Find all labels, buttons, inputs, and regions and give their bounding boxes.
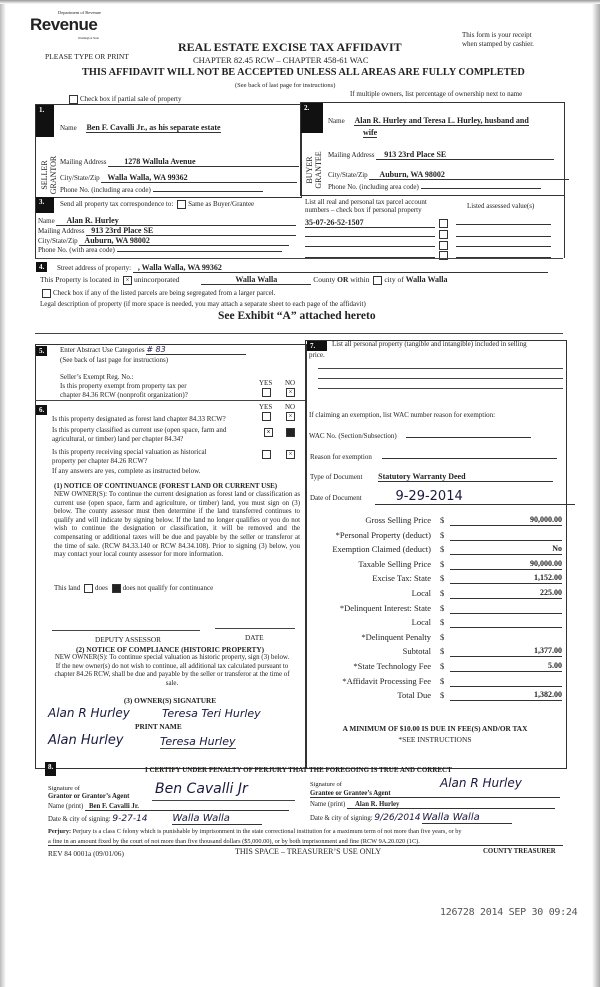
corr-city-row: City/State/Zip Auburn, WA 98002 bbox=[38, 236, 289, 246]
grantor-name[interactable]: Ben F. Cavalli Jr. bbox=[85, 803, 289, 811]
grantor-city[interactable]: Walla Walla bbox=[172, 813, 262, 825]
perjury-text-2: a fine in an amount fixed by the court of not more than five thousand dollars ($5,000.00), or by both imprisonment and fine (RCW 9A.20.020 (1C). bbox=[48, 838, 563, 846]
perjury-text: Perjury: Perjury is a class C felony which is punishable by imprisonment in the state correctional institution for a maximum term of not more than five years, or by bbox=[48, 828, 462, 835]
amount-value[interactable] bbox=[450, 676, 562, 687]
historic-yes-checkbox[interactable] bbox=[260, 450, 273, 459]
assessed-label: Listed assessed value(s) bbox=[467, 202, 535, 210]
buyer-phone-row: Phone No. (including area code) bbox=[328, 183, 541, 191]
dollar-sign: $ bbox=[440, 529, 445, 540]
notice-compliance-title: (2) NOTICE OF COMPLIANCE (HISTORIC PROPERTY) bbox=[75, 645, 265, 654]
dollar-sign: $ bbox=[440, 573, 445, 584]
amount-label: Exemption Claimed (deduct) bbox=[332, 544, 431, 555]
grantee-date[interactable]: 9/26/2014 bbox=[374, 813, 421, 823]
parcel-number[interactable] bbox=[305, 248, 435, 258]
section-number-1: 1. bbox=[36, 105, 54, 137]
exempt-question: Is this property exempt from property tax per bbox=[60, 382, 187, 390]
wac-row: WAC No. (Section/Subsection) bbox=[309, 432, 531, 440]
parcel-number[interactable] bbox=[305, 227, 435, 237]
street-row: Street address of property: , Walla Walla, WA 99362 bbox=[57, 263, 548, 273]
parcels-label: List all real and personal tax parcel account bbox=[305, 198, 427, 206]
amount-label: *State Technology Fee bbox=[353, 661, 431, 671]
exempt-no-checkbox[interactable] bbox=[284, 388, 297, 397]
amount-label: *Affidavit Processing Fee bbox=[342, 675, 431, 686]
does-checkbox[interactable] bbox=[84, 584, 93, 593]
correspondence-label: Send all property tax correspondence to: Same as Buyer/Grantee bbox=[60, 200, 255, 209]
dor-logo bbox=[30, 10, 110, 46]
form-title: REAL ESTATE EXCISE TAX AFFIDAVIT bbox=[178, 40, 402, 54]
yes-header-6: YES bbox=[259, 403, 273, 411]
current-use-yes-checkbox[interactable] bbox=[262, 428, 275, 437]
no-header: NO bbox=[285, 379, 296, 387]
exempt-reg-label: Seller’s Exempt Reg. No.: bbox=[60, 373, 134, 381]
historic-question-2: property per chapter 84.26 RCW? bbox=[52, 457, 148, 465]
abstract-sub: (See back of last page for instructions) bbox=[60, 356, 169, 364]
section-number-7: 7. bbox=[307, 341, 327, 351]
unincorporated-checkbox[interactable] bbox=[123, 276, 132, 285]
notice-continuance-title: (1) NOTICE OF CONTINUANCE (FOREST LAND OR CURRENT USE) bbox=[54, 482, 278, 490]
buyer-address-row: Mailing Address 913 23rd Place SE bbox=[328, 150, 554, 160]
amount-label: Taxable Selling Price bbox=[358, 558, 431, 569]
historic-question: Is this property receiving special valuation as historical bbox=[52, 448, 207, 456]
forest-question: Is this property designated as forest land chapter 84.33 RCW? bbox=[52, 415, 226, 423]
print-name-label: PRINT NAME bbox=[135, 722, 182, 731]
continuance-row: This land does does not qualify for continuance bbox=[54, 584, 214, 593]
amount-label: Local bbox=[411, 617, 431, 628]
legal-description[interactable]: See Exhibit “A” attached hereto bbox=[218, 310, 376, 322]
yes-header: YES bbox=[259, 379, 273, 387]
section-number-5: 5. bbox=[36, 346, 47, 356]
corr-name-row: Name Alan R. Hurley bbox=[38, 216, 296, 226]
current-use-question-2: agricultural, or timber) land per chapter 84.34? bbox=[52, 435, 184, 443]
county-value[interactable]: Walla Walla bbox=[201, 275, 311, 285]
grantor-date[interactable]: 9-27-14 bbox=[112, 814, 148, 824]
dollar-sign: $ bbox=[440, 661, 445, 671]
dollar-sign: $ bbox=[440, 602, 445, 613]
amount-value[interactable]: 225.00 bbox=[450, 588, 562, 599]
owner-print-name-1[interactable]: Alan Hurley bbox=[48, 733, 124, 748]
county-treasurer-label: COUNTY TREASURER bbox=[483, 848, 556, 855]
seller-phone-row: Phone No. (including area code) bbox=[60, 186, 263, 194]
forest-no-checkbox[interactable] bbox=[284, 412, 297, 421]
city-checkbox[interactable] bbox=[373, 276, 382, 285]
logo-text: Department of Revenue bbox=[58, 10, 101, 15]
corr-address-row: Mailing Address 913 23rd Place SE bbox=[38, 226, 296, 236]
scan-edge-left bbox=[0, 0, 6, 987]
multiple-owners-note: If multiple owners, list percentage of ownership next to name bbox=[350, 90, 523, 98]
seller-address[interactable]: 1278 Wallula Avenue bbox=[108, 157, 299, 167]
assessed-value[interactable] bbox=[456, 228, 551, 237]
seller-grantor-label: SELLER GRANTOR bbox=[40, 155, 58, 195]
notice-compliance-text: NEW OWNER(S): To continue special valuation as historic property, sign (3) below. If the new owner(s) do not wish to continue, all additional tax calculated pursuant to chapter 84.26 RCW, shall be due and payable by the seller or transferor at the time of sale. bbox=[54, 654, 290, 687]
doc-date-row: Date of Document 9-29-2014 bbox=[310, 489, 575, 505]
amount-value[interactable] bbox=[450, 603, 562, 614]
dollar-sign: $ bbox=[440, 631, 445, 642]
assessor-date-label: DATE bbox=[245, 633, 264, 642]
grantor-signature[interactable]: Ben Cavalli Jr bbox=[155, 781, 248, 797]
doc-type[interactable]: Statutory Warranty Deed bbox=[378, 472, 553, 482]
current-use-question: Is this property classified as current use (open space, farm and bbox=[52, 426, 227, 434]
warning-heading: THIS AFFIDAVIT WILL NOT BE ACCEPTED UNLESS ALL AREAS ARE FULLY COMPLETED bbox=[82, 67, 525, 78]
scan-edge-right bbox=[592, 0, 600, 987]
amount-value[interactable]: 90,000.00 bbox=[450, 515, 562, 526]
grantee-sig-of: Signature of bbox=[310, 781, 342, 788]
reason-field[interactable] bbox=[382, 458, 557, 459]
historic-no-checkbox[interactable] bbox=[284, 450, 297, 459]
corr-city[interactable]: Auburn, WA 98002 bbox=[79, 236, 289, 246]
receipt-note: This form is your receipt bbox=[462, 31, 532, 39]
location-row: This Property is located in × unincorporated Walla Walla County OR within city of Walla Walla bbox=[40, 275, 447, 285]
notice-continuance-text: NEW OWNER(S): To continue the current designation as forest land or classification as current use (open space, farm and agriculture, or timber) land, you must sign on (3) below. The county assessor must then determine if the land transferred continues to qualify and will indicate by signing below. If the land no longer qualifies or you do not wish to continue the designation or classification, it will be removed and the compensating or additional taxes will be due and payable by the seller or transferor at the time of sale. (RCW 84.33.140 or RCW 84.34.108). Prior to signing (3) below, you may contact your local county assessor for more information. bbox=[54, 491, 300, 559]
section-number-4: 4. bbox=[36, 262, 47, 272]
exemption-label: If claiming an exemption, list WAC number reason for exemption: bbox=[309, 411, 496, 419]
exempt-question-2: chapter 84.36 RCW (nonprofit organization)? bbox=[60, 391, 188, 399]
amount-label: Subtotal bbox=[402, 646, 431, 657]
assessed-value[interactable] bbox=[456, 238, 551, 247]
street-address[interactable]: , Walla Walla, WA 99362 bbox=[133, 263, 548, 273]
amount-label: *Delinquent Interest: State bbox=[339, 602, 431, 613]
see-instructions-note: *SEE INSTRUCTIONS bbox=[398, 735, 472, 744]
treasurer-space-label: THIS SPACE – TREASURER’S USE ONLY bbox=[235, 847, 382, 856]
amount-value[interactable]: 1,382.00 bbox=[450, 690, 562, 701]
personal-property-label-2: price. bbox=[309, 351, 325, 359]
legal-label: Legal description of property (if more space is needed, you may attach a separate sheet to each page of the affidavit) bbox=[40, 300, 366, 308]
abstract-value[interactable]: # 83 bbox=[146, 345, 246, 355]
section-number-8: 8. bbox=[45, 762, 56, 776]
grantor-name-row: Name (print) Ben F. Cavalli Jr. bbox=[48, 803, 289, 811]
grantor-sig-of: Signature of bbox=[48, 785, 80, 792]
personal-property-label: List all personal property (tangible and intangible) included in selling bbox=[332, 340, 527, 348]
corr-address[interactable]: 913 23rd Place SE bbox=[86, 226, 296, 236]
grantor-date-row: Date & city of signing: 9-27-14 Walla Walla bbox=[48, 813, 262, 825]
assessed-value[interactable] bbox=[456, 216, 551, 225]
buyer-address[interactable]: 913 23rd Place SE bbox=[376, 150, 554, 160]
no-header-6: NO bbox=[285, 403, 296, 411]
dollar-sign: $ bbox=[440, 544, 445, 555]
grantee-signature[interactable]: Alan R Hurley bbox=[440, 776, 522, 790]
owner-signature-1[interactable]: Alan R Hurley bbox=[48, 706, 130, 720]
grantee-name-row: Name (print) Alan R. Hurley bbox=[310, 801, 555, 809]
amount-label: Local bbox=[411, 588, 431, 598]
amount-label: Gross Selling Price bbox=[365, 515, 431, 525]
cashier-stamp: 126728 2014 SEP 30 09:24 bbox=[440, 907, 578, 918]
dollar-sign: $ bbox=[440, 558, 445, 569]
assessed-value[interactable] bbox=[456, 249, 551, 258]
amount-value[interactable] bbox=[450, 617, 562, 628]
section-number-6: 6. bbox=[36, 405, 47, 415]
personal-property-checkbox[interactable] bbox=[439, 251, 448, 260]
dollar-sign: $ bbox=[440, 646, 445, 657]
buyer-name-row: Name Alan R. Hurley and Teresa L. Hurley, husband and bbox=[328, 116, 529, 125]
amount-label: *Personal Property (deduct) bbox=[335, 529, 431, 540]
owner-signature-label: (3) OWNER(S) SIGNATURE bbox=[123, 696, 217, 705]
amount-label: *Delinquent Penalty bbox=[361, 631, 431, 642]
parcels-label-2: numbers – check box if personal property bbox=[305, 206, 422, 214]
amount-value[interactable]: No bbox=[450, 544, 562, 555]
buyer-name[interactable]: Alan R. Hurley and Teresa L. Hurley, husband and bbox=[354, 116, 529, 125]
receipt-note-2: when stamped by cashier. bbox=[462, 40, 534, 48]
certify-statement: I CERTIFY UNDER PENALTY OF PERJURY THAT THE FOREGOING IS TRUE AND CORRECT bbox=[145, 766, 452, 774]
dollar-sign: $ bbox=[440, 690, 445, 701]
buyer-grantee-label: BUYER GRANTEE bbox=[305, 151, 323, 189]
same-as-buyer-checkbox[interactable] bbox=[177, 200, 186, 209]
doc-date[interactable]: 9-29-2014 bbox=[375, 489, 575, 505]
forest-yes-checkbox[interactable] bbox=[260, 412, 273, 421]
grantee-label: Grantee or Grantee’s Agent bbox=[310, 790, 560, 798]
reason-row: Reason for exemption bbox=[310, 453, 557, 461]
yes-note: If any answers are yes, complete as instructed below. bbox=[52, 467, 201, 475]
city-value[interactable]: Walla Walla bbox=[405, 275, 448, 284]
wac-field[interactable] bbox=[406, 437, 531, 438]
deputy-assessor-label: DEPUTY ASSESSOR bbox=[95, 635, 162, 644]
logo-wordmark: Revenue bbox=[30, 15, 98, 34]
dollar-sign: $ bbox=[440, 515, 445, 525]
seller-city-row: City/State/Zip Walla Walla, WA 99362 bbox=[60, 173, 297, 183]
type-or-print: PLEASE TYPE OR PRINT bbox=[45, 52, 129, 61]
amount-value[interactable]: 5.00 bbox=[450, 661, 562, 672]
dollar-sign: $ bbox=[440, 675, 445, 686]
grantor-label: Grantor or Grantor’s Agent bbox=[48, 793, 130, 800]
form-revision: REV 84 0001a (09/01/06) bbox=[48, 849, 124, 858]
current-use-no-checkbox[interactable] bbox=[284, 428, 297, 437]
segregated-checkbox[interactable] bbox=[42, 289, 51, 298]
amount-value[interactable] bbox=[450, 530, 562, 541]
exempt-yes-checkbox[interactable] bbox=[260, 388, 273, 397]
parcel-number[interactable]: 35-07-26-52-1507 bbox=[305, 218, 435, 228]
seller-name-row: Name Ben F. Cavalli Jr., as his separate estate bbox=[60, 123, 221, 132]
amount-value[interactable]: 1,377.00 bbox=[450, 646, 562, 657]
grantee-city[interactable]: Walla Walla bbox=[422, 812, 512, 824]
instructions-note: (See back of last page for instructions) bbox=[235, 82, 336, 89]
owner-print-name-2[interactable]: Teresa Hurley bbox=[160, 735, 236, 748]
does-not-checkbox[interactable] bbox=[112, 584, 121, 593]
segregated-row: Check box if any of the listed parcels are being segregated from a larger parcel. bbox=[40, 289, 275, 298]
grantee-name[interactable]: Alan R. Hurley bbox=[347, 801, 555, 809]
buyer-city-row: City/State/Zip Auburn, WA 98002 bbox=[328, 170, 569, 180]
seller-name[interactable]: Ben F. Cavalli Jr., as his separate estate bbox=[86, 123, 221, 132]
scan-edge-top bbox=[0, 0, 600, 4]
seller-city[interactable]: Walla Walla, WA 99362 bbox=[101, 173, 297, 183]
section-number-2: 2. bbox=[301, 103, 323, 133]
corr-phone-row: Phone No. (with area code) bbox=[38, 246, 282, 254]
parcel-number[interactable] bbox=[305, 237, 435, 247]
amount-label: Excise Tax: State bbox=[372, 573, 431, 584]
partial-sale-checkbox[interactable]: Check box if partial sale of property bbox=[67, 95, 181, 104]
amount-value[interactable]: 90,000.00 bbox=[450, 559, 562, 570]
buyer-name-cont[interactable]: wife bbox=[363, 128, 378, 137]
dollar-sign: $ bbox=[440, 617, 445, 628]
doc-type-row: Type of Document Statutory Warranty Deed bbox=[310, 472, 553, 482]
abstract-row: Enter Abstract Use Categories # 83 bbox=[60, 345, 246, 355]
seller-address-row: Mailing Address 1278 Wallula Avenue bbox=[60, 157, 299, 167]
grantee-date-row: Date & city of signing: 9/26/2014 Walla Walla bbox=[310, 812, 512, 824]
dollar-sign: $ bbox=[440, 588, 445, 598]
form-chapter: CHAPTER 82.45 RCW – CHAPTER 458-61 WAC bbox=[193, 55, 369, 65]
logo-sub: Washington State bbox=[78, 36, 100, 40]
amount-label: Total Due bbox=[397, 690, 431, 701]
corr-name[interactable]: Alan R. Hurley bbox=[56, 216, 296, 226]
owner-signature-2[interactable]: Teresa Teri Hurley bbox=[162, 707, 261, 720]
section-number-3: 3. bbox=[36, 197, 54, 213]
amount-value[interactable]: 1,152.00 bbox=[450, 573, 562, 584]
minimum-due-note: A MINIMUM OF $10.00 IS DUE IN FEE(S) AND/OR TAX bbox=[342, 724, 528, 733]
buyer-city[interactable]: Auburn, WA 98002 bbox=[369, 170, 569, 180]
seller-section bbox=[35, 104, 302, 198]
